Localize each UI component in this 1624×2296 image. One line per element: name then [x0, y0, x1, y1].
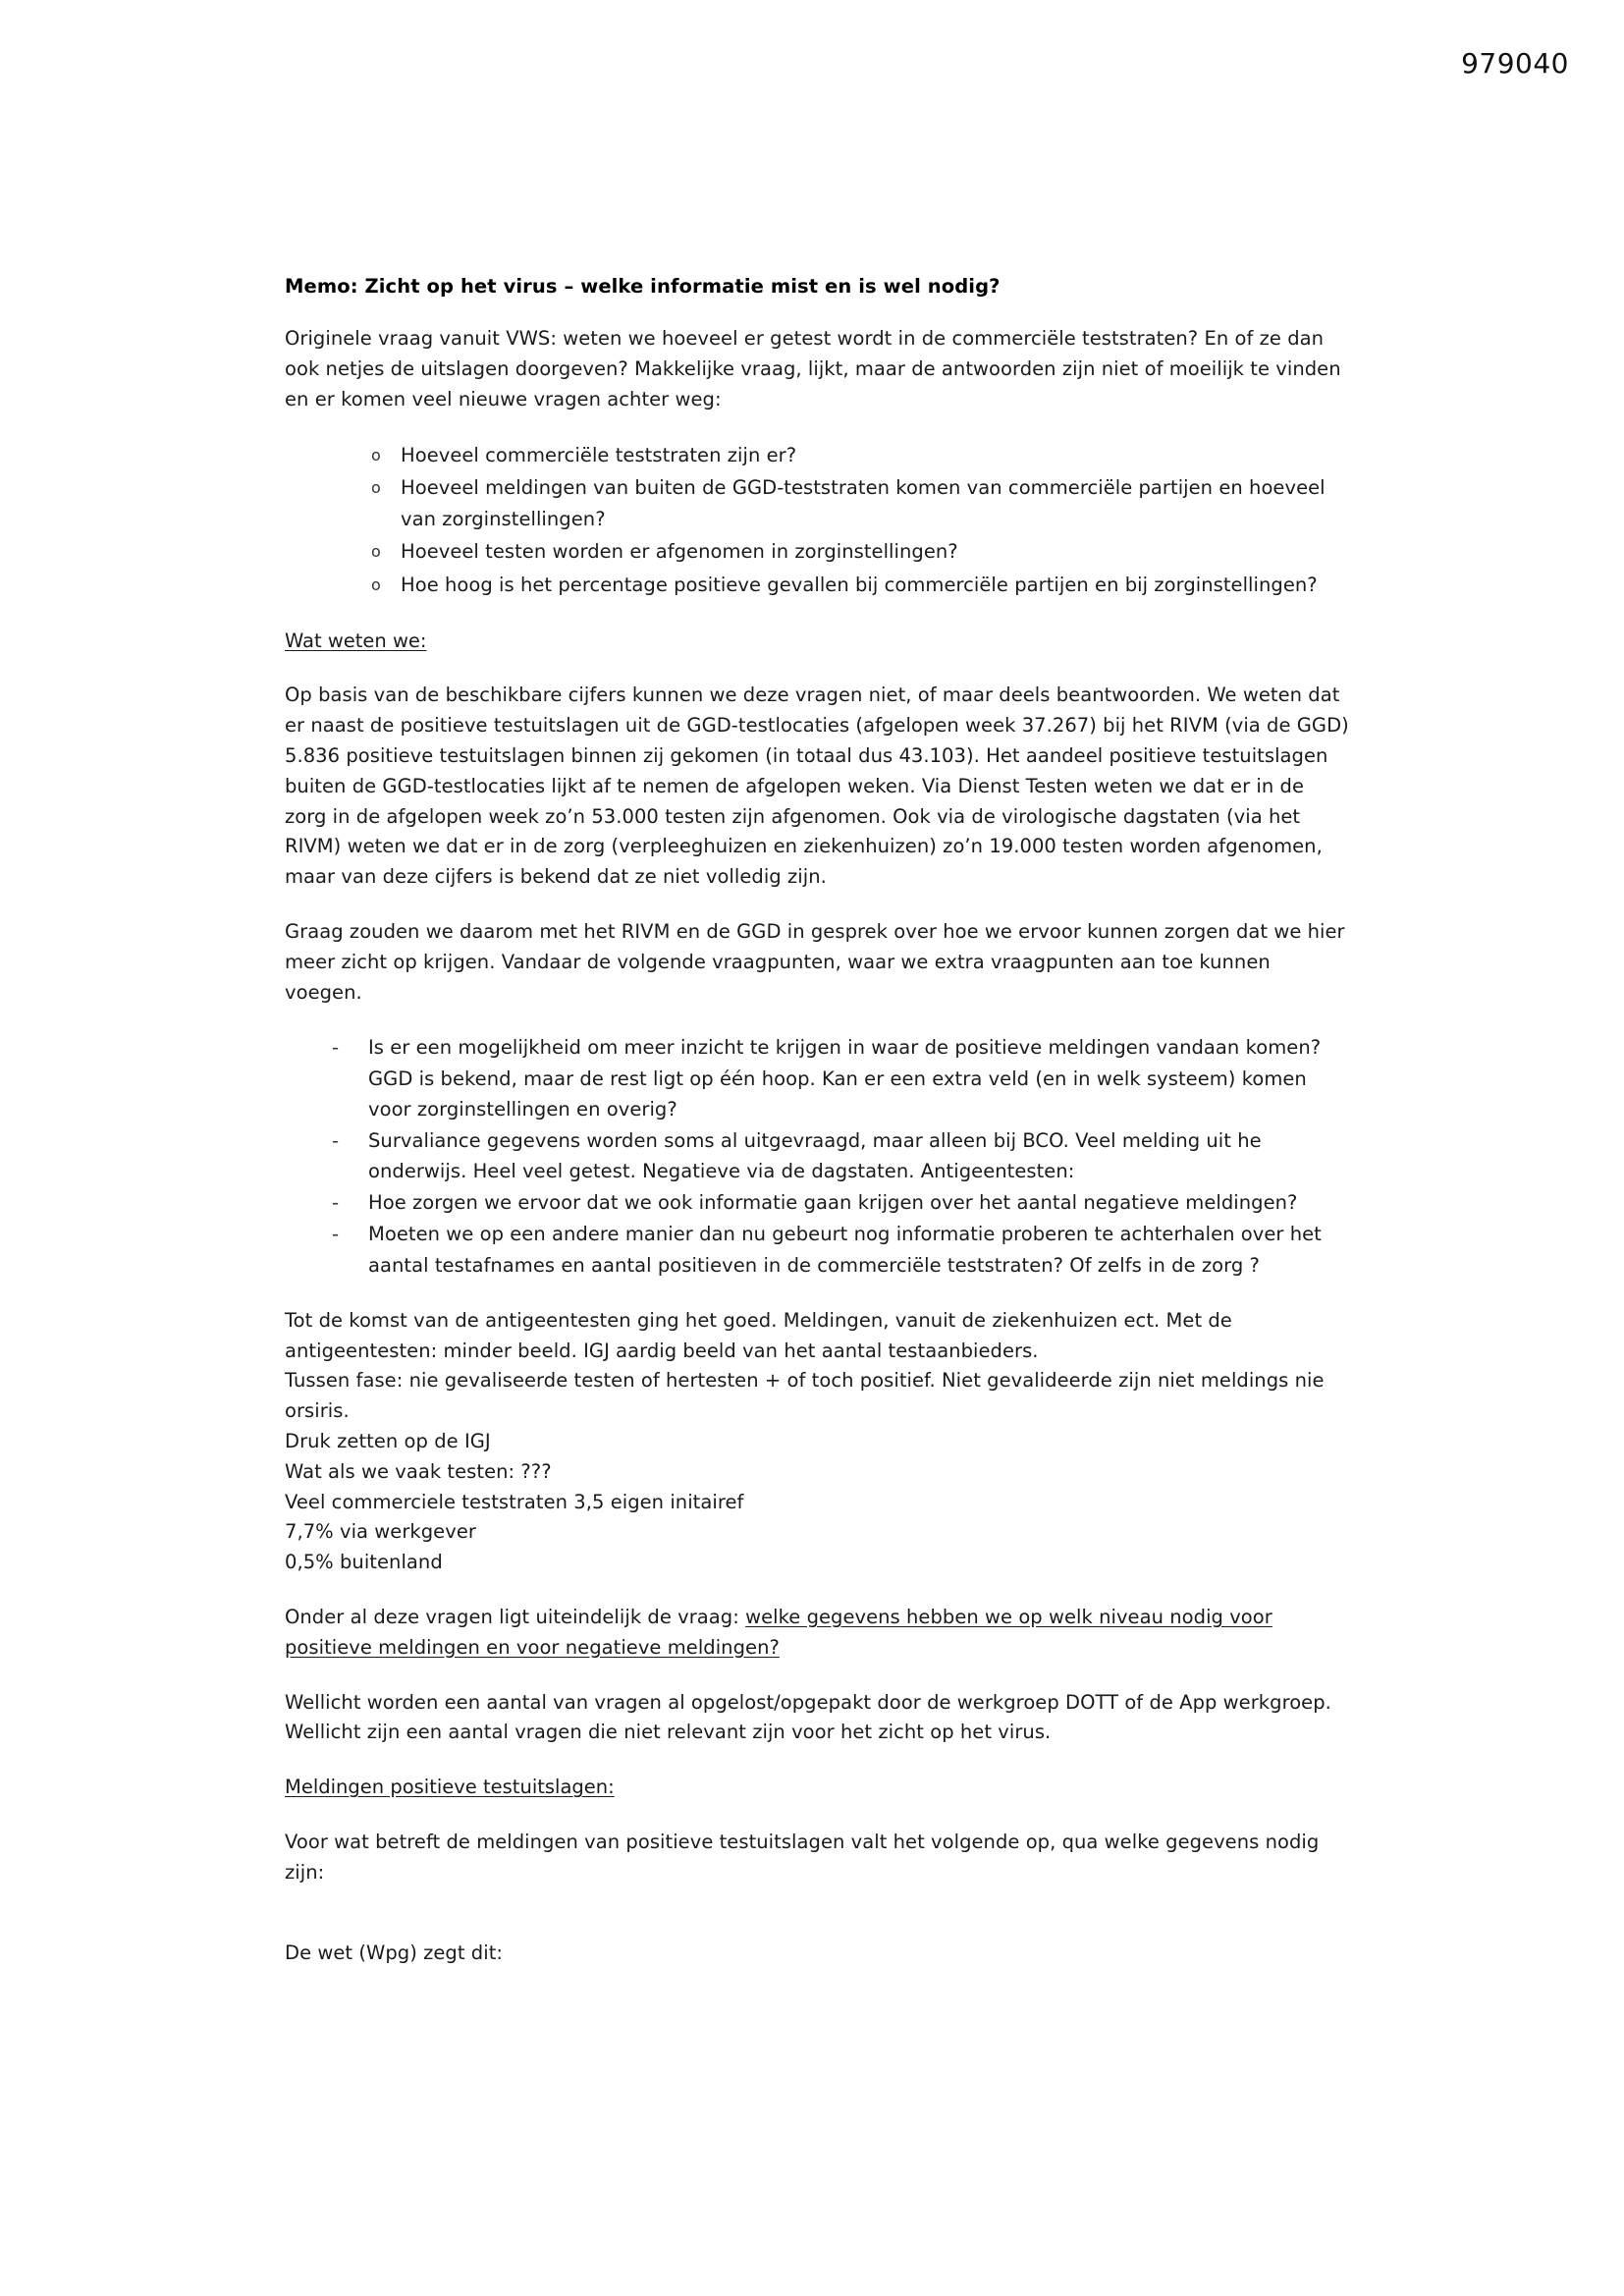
wat-weten-we-paragraph-1: Op basis van de beschikbare cijfers kunnen we deze vragen niet, of maar deels beantwoorden. We weten dat er naast de positieve testuitslagen uit de GGD-testlocaties (afgelopen week 37.267) bij het RIVM (via de GGD) 5.836 positieve testuitslagen binnen zij gekomen (in totaal dus 43.103). Het aandeel positieve testuitslagen buiten de GGD-testlocaties lijkt af te nemen de afgelopen weken. Via Dienst Testen weten we dat er in de zorg in de afgelopen week zo’n 53.000 testen zijn afgenomen. Ook via de virologische dagstaten (via het RIVM) weten we dat er in de zorg (verpleeghuizen en ziekenhuizen) zo’n 19.000 testen worden afgenomen, maar van deze cijfers is bekend dat ze niet volledig zijn.: [285, 683, 1349, 889]
core-question-lead: Onder al deze vragen ligt uiteindelijk de vraag:: [285, 1605, 746, 1628]
dott-paragraph: Wellicht worden een aantal van vragen al opgelost/opgepakt door de werkgroep DOTT of de App werkgroep. Wellicht zijn een aantal vragen die niet relevant zijn voor het zicht op het virus.: [285, 1690, 1331, 1744]
bullet-marker-icon: o: [371, 574, 381, 594]
notes-line: Tussen fase: nie gevaliseerde testen of hertesten + of toch positief. Niet gevalideerde zijn niet meldings nie orsiris.: [285, 1369, 1325, 1423]
list-item: [285, 440, 1350, 471]
closing-line: De wet (Wpg) zegt dit:: [285, 1941, 504, 1964]
section-heading-wat-weten-we: [285, 627, 1350, 657]
core-question-underlined: welke gegevens hebben we op welk niveau nodig voor positieve meldingen en voor negatieve meldingen?: [285, 1605, 1272, 1659]
meldingen-paragraph: Voor wat betreft de meldingen van positieve testuitslagen valt het volgende op, qua welke gegevens nodig zijn:: [285, 1830, 1320, 1884]
list-item-text: Hoe zorgen we ervoor dat we ook informatie gaan krijgen over het aantal negatieve meldingen?: [368, 1191, 1298, 1215]
list-item-text: Is er een mogelijkheid om meer inzicht te krijgen in waar de positieve meldingen vandaan komen? GGD is bekend, maar de rest ligt op één hoop. Kan er een extra veld (en in welk systeem) komen voor zorginstellingen en overig?: [368, 1036, 1322, 1121]
list-item: [285, 1125, 1350, 1186]
notes-line: Veel commerciele teststraten 3,5 eigen initairef: [285, 1490, 744, 1513]
core-question-paragraph: [285, 1603, 1350, 1664]
bullet-marker-icon: o: [371, 478, 381, 498]
dash-marker-icon: -: [332, 1223, 340, 1246]
list-item: [285, 1187, 1350, 1218]
bullet-marker-icon: o: [371, 542, 381, 562]
section-heading-meldingen: [285, 1773, 1350, 1803]
list-item: [285, 536, 1350, 568]
section-heading-text: Wat weten we:: [285, 629, 427, 652]
intro-paragraph: Originele vraag vanuit VWS: weten we hoeveel er getest wordt in de commerciële teststraten? En of ze dan ook netjes de uitslagen doorgeven? Makkelijke vraag, lijkt, maar de antwoorden zijn niet of moeilijk te vinden en er komen veel nieuwe vragen achter weg:: [285, 327, 1341, 410]
list-item-text: Hoeveel commerciële teststraten zijn er?: [401, 443, 797, 466]
dash-marker-icon: -: [332, 1036, 340, 1060]
document-body: [285, 273, 1350, 1993]
notes-line: Wat als we vaak testen: ???: [285, 1459, 552, 1483]
memo-title: Memo: Zicht op het virus – welke informatie mist en is wel nodig?: [285, 275, 1001, 298]
notes-block: [285, 1306, 1350, 1578]
list-item-text: Hoeveel testen worden er afgenomen in zorginstellingen?: [401, 540, 958, 564]
dash-marker-icon: -: [332, 1128, 340, 1152]
list-item-text: Survaliance gegevens worden soms al uitgevraagd, maar alleen bij BCO. Veel melding uit he onderwijs. Heel veel getest. Negatieve via de dagstaten. Antigeentesten:: [368, 1128, 1262, 1183]
list-item: [285, 570, 1350, 601]
list-item: [285, 472, 1350, 534]
block-spacer: [285, 1913, 1350, 1939]
notes-line: Tot de komst van de antigeentesten ging het goed. Meldingen, vanuit de ziekenhuizen ect. Met de antigeentesten: minder beeld. IGJ aardig beeld van het aantal testaanbieders.: [285, 1308, 1232, 1362]
list-item-text: Moeten we op een andere manier dan nu gebeurt nog informatie proberen te achterhalen over het aantal testafnames en aantal positieven in de commerciële teststraten? Of zelfs in de zorg ?: [368, 1223, 1322, 1277]
notes-line: Druk zetten op de IGJ: [285, 1430, 491, 1452]
list-item: [285, 1219, 1350, 1280]
list-item-text: Hoeveel meldingen van buiten de GGD-teststraten komen van commerciële partijen en hoeveel van zorginstellingen?: [401, 476, 1326, 530]
bullet-marker-icon: o: [371, 445, 381, 465]
page-number: 979040: [1461, 47, 1569, 80]
notes-line: 0,5% buitenland: [285, 1551, 443, 1574]
wat-weten-we-paragraph-2: Graag zouden we daarom met het RIVM en de GGD in gesprek over hoe we ervoor kunnen zorgen dat we hier meer zicht op krijgen. Vandaar de volgende vraagpunten, waar we extra vraagpunten aan toe kunnen voegen.: [285, 919, 1345, 1004]
list-item: [285, 1032, 1350, 1124]
dash-marker-icon: -: [332, 1191, 340, 1215]
notes-line: 7,7% via werkgever: [285, 1520, 476, 1544]
question-bullet-list: [285, 440, 1350, 601]
section-heading-text: Meldingen positieve testuitslagen:: [285, 1776, 615, 1799]
list-item-text: Hoe hoog is het percentage positieve gevallen bij commerciële partijen en bij zorginstellingen?: [401, 573, 1318, 596]
vraagpunten-list: [285, 1032, 1350, 1281]
